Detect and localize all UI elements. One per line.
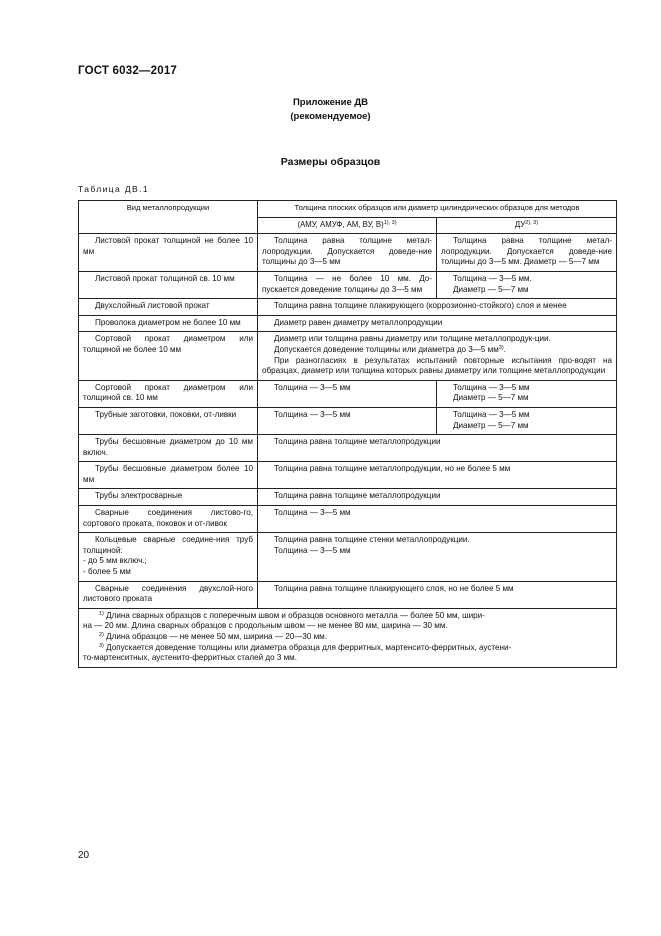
product-kind-cell: Трубные заготовки, поковки, от-ливки xyxy=(79,407,258,434)
table-row xyxy=(79,380,617,407)
product-kind-cell: Трубы бесшовные диаметром более 10 мм xyxy=(79,462,258,489)
table-header-row xyxy=(79,201,617,218)
method2-cell: Толщина — 3—5 мм. Диаметр — 5—7 мм xyxy=(437,271,617,298)
footnote-1: $^{1)}$ Длина сварных образцов с поперечным швом и образцов основного металла — более 50 мм, шири- xyxy=(99,610,485,620)
product-kind-cell: Листовой прокат толщиной не более 10 мм xyxy=(79,234,258,272)
merged-value-cell: Толщина равна толщине плакирующего (коррозионно-стойкого) слоя и менее xyxy=(258,299,617,316)
table-row xyxy=(79,462,617,489)
header-product-kind: Вид металлопродукции xyxy=(79,201,258,234)
product-kind-cell: Трубы электросварные xyxy=(79,489,258,506)
footnote-2: $^{2)}$ Длина образцов — не менее 50 мм, ширина — 20—30 мм. xyxy=(99,632,327,641)
method1-cell: Толщина — 3—5 мм xyxy=(258,380,437,407)
product-kind-cell: Кольцевые сварные соедине-ния труб толщиной: - до 5 мм включ.; - более 5 мм xyxy=(79,533,258,581)
table-row xyxy=(79,234,617,272)
merged-value-cell: Толщина равна толщине металлопродукции, но не более 5 мм xyxy=(258,462,617,489)
header-method-group-1: (АМУ, АМУФ, АМ, ВУ, В)$^{1), 3)}$ xyxy=(258,217,437,234)
footnote-3-continued: то-мартенситных, аустенито-ферритных сталей до 3 мм. xyxy=(83,653,297,663)
table-row xyxy=(79,299,617,316)
table-row xyxy=(79,435,617,462)
merged-value-cell: Толщина равна толщине плакирующего слоя, но не более 5 мм xyxy=(258,581,617,608)
header-method-group-2: $ДУ^{2), 3)}$ xyxy=(437,217,617,234)
table-row xyxy=(79,489,617,506)
merged-value-cell: Толщина — 3—5 мм xyxy=(258,506,617,533)
method2-cell: Толщина — 3—5 мм Диаметр — 5—7 мм xyxy=(437,407,617,434)
merged-value-cell: Толщина равна толщине металлопродукции xyxy=(258,435,617,462)
product-kind-cell: Проволока диаметром не более 10 мм xyxy=(79,315,258,332)
table-row xyxy=(79,506,617,533)
method2-cell: Толщина равна толщине метал-лопродукции. Допускается доведе-ние толщины до 3—5 мм. Диаметр — 5—7 мм xyxy=(437,234,617,272)
merged-value-cell: Диаметр равен диаметру металлопродукции xyxy=(258,315,617,332)
table-label: Таблица ДВ.1 xyxy=(78,184,150,194)
header-thickness: Толщина плоских образцов или диаметр цилиндрических образцов для методов xyxy=(258,201,617,218)
method2-cell: Толщина — 3—5 мм Диаметр — 5—7 мм xyxy=(437,380,617,407)
table-notes-row xyxy=(79,608,617,667)
appendix-subtitle: (рекомендуемое) xyxy=(290,111,371,122)
specimen-size-table xyxy=(78,200,617,668)
product-kind-cell: Сварные соединения двухслой-ного листового проката xyxy=(79,581,258,608)
merged-value-cell: Диаметр или толщина равны диаметру или толщине металлопродук-ции. Допускается доведение толщины или диаметра до 3—5 $мм^{3)}$. При разногласиях в результатах испытаний повторные испытания про-водят на образцах, диаметр или толщина которых равны диаметру или толщине металлопродукции xyxy=(258,332,617,380)
table-row xyxy=(79,315,617,332)
merged-value-cell: Толщина равна толщине стенки металлопродукции. Толщина — 3—5 мм xyxy=(258,533,617,581)
table-footnotes xyxy=(79,608,617,667)
product-kind-cell: Листовой прокат толщиной св. 10 мм xyxy=(79,271,258,298)
table-row xyxy=(79,271,617,298)
table-row xyxy=(79,533,617,581)
method1-cell: Толщина — 3—5 мм xyxy=(258,407,437,434)
footnote-1-continued: на — 20 мм. Длина сварных образцов с продольным швом — не менее 80 мм, ширина — 30 мм. xyxy=(83,621,448,631)
product-kind-cell: Сварные соединения листово-го, сортового проката, поковок и от-ливок xyxy=(79,506,258,533)
method1-cell: Толщина равна толщине метал-лопродукции. Допускается доведе-ние толщины до 3—5 мм xyxy=(258,234,437,272)
document-code: ГОСТ 6032—2017 xyxy=(78,65,178,77)
appendix-title: Приложение ДВ xyxy=(292,97,369,108)
merged-value-cell: Толщина равна толщине металлопродукции xyxy=(258,489,617,506)
section-title: Размеры образцов xyxy=(280,156,381,168)
method1-cell: Толщина — не более 10 мм. До-пускается доведение толщины до 3—5 мм xyxy=(258,271,437,298)
product-kind-cell: Двухслойный листовой прокат xyxy=(79,299,258,316)
table-row xyxy=(79,332,617,380)
product-kind-cell: Сортовой прокат диаметром или толщиной св. 10 мм xyxy=(79,380,258,407)
footnote-3: $^{3)}$ Допускается доведение толщины или диаметра образца для ферритных, мартенсито-ферритных, аустени- xyxy=(99,642,512,652)
table-row xyxy=(79,581,617,608)
table-row xyxy=(79,407,617,434)
appendix-heading xyxy=(0,96,661,124)
product-kind-cell: Сортовой прокат диаметром или толщиной не более 10 мм xyxy=(79,332,258,380)
page-number: 20 xyxy=(78,850,90,861)
product-kind-cell: Трубы бесшовные диаметром до 10 мм включ. xyxy=(79,435,258,462)
